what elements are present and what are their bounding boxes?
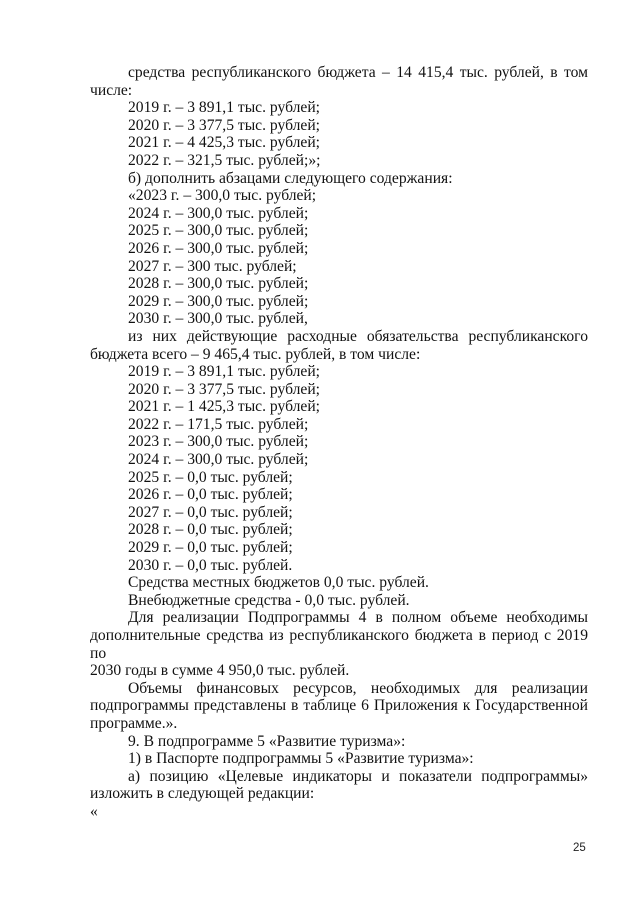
list-item: 2026 г. – 0,0 тыс. рублей; (128, 486, 293, 504)
list-item: 2030 г. – 0,0 тыс. рублей. (128, 556, 293, 574)
list-item: 2028 г. – 300,0 тыс. рублей; (128, 275, 309, 293)
volumes-line-1: Объемы финансовых ресурсов, необходимых для реализации (128, 679, 588, 697)
list-item: 2027 г. – 300 тыс. рублей; (128, 257, 297, 275)
list-item: 2024 г. – 300,0 тыс. рублей; (128, 204, 309, 222)
list-item: 2025 г. – 0,0 тыс. рублей; (128, 468, 293, 486)
local-budgets-line: Средства местных бюджетов 0,0 тыс. рублей. (128, 574, 429, 592)
subprogram4-line-2: дополнительные средства из республиканского бюджета в период с 2019 по (90, 627, 588, 662)
document-body (90, 64, 588, 821)
obligations-line-2: бюджета всего – 9 465,4 тыс. рублей, в том числе: (90, 345, 421, 363)
off-budget-line: Внебюджетные средства - 0,0 тыс. рублей. (128, 591, 410, 609)
list-item: 2021 г. – 1 425,3 тыс. рублей; (128, 398, 321, 416)
list-item: 2023 г. – 300,0 тыс. рублей; (128, 433, 309, 451)
list-item: 2020 г. – 3 377,5 тыс. рублей; (128, 116, 321, 134)
list-item: 2022 г. – 321,5 тыс. рублей;»; (128, 151, 321, 169)
item-9: 9. В подпрограмме 5 «Развитие туризма»: (128, 732, 406, 750)
volumes-line-3: программе.». (90, 714, 178, 732)
list-item: 2028 г. – 0,0 тыс. рублей; (128, 521, 293, 539)
list-item: 2022 г. – 171,5 тыс. рублей; (128, 415, 309, 433)
item-a-line-2: изложить в следующей редакции: (90, 785, 315, 803)
intro-line-1: средства республиканского бюджета – 14 415,4 тыс. рублей, в том (128, 64, 588, 81)
list-item: 2024 г. – 300,0 тыс. рублей; (128, 451, 309, 469)
list-item: 2030 г. – 300,0 тыс. рублей, (128, 310, 308, 328)
list-item: 2020 г. – 3 377,5 тыс. рублей; (128, 380, 321, 398)
obligations-line-1: из них действующие расходные обязательства республиканского (128, 327, 588, 345)
subprogram4-line-1: Для реализации Подпрограммы 4 в полном объеме необходимы (128, 609, 588, 627)
item-9-1: 1) в Паспорте подпрограммы 5 «Развитие туризма»: (128, 750, 474, 768)
intro-line-2: числе: (90, 81, 133, 99)
volumes-line-2: подпрограммы представлены в таблице 6 Приложения к Государственной (90, 697, 588, 715)
list-item: 2025 г. – 300,0 тыс. рублей; (128, 222, 309, 240)
list-item: 2027 г. – 0,0 тыс. рублей; (128, 503, 293, 521)
item-a-line-1: а) позицию «Целевые индикаторы и показатели подпрограммы» (128, 767, 588, 785)
list-item: «2023 г. – 300,0 тыс. рублей; (128, 187, 317, 205)
subprogram4-line-3: 2030 годы в сумме 4 950,0 тыс. рублей. (90, 662, 350, 680)
list-item: 2029 г. – 300,0 тыс. рублей; (128, 292, 309, 310)
list-item: 2026 г. – 300,0 тыс. рублей; (128, 239, 309, 257)
list-item: 2021 г. – 4 425,3 тыс. рублей; (128, 134, 321, 152)
list-item: 2029 г. – 0,0 тыс. рублей; (128, 539, 293, 557)
opening-quote: « (90, 802, 98, 820)
list-item: 2019 г. – 3 891,1 тыс. рублей; (128, 99, 321, 117)
page-number: 25 (573, 842, 586, 854)
item-b: б) дополнить абзацами следующего содержания: (128, 169, 453, 187)
list-item: 2019 г. – 3 891,1 тыс. рублей; (128, 363, 321, 381)
